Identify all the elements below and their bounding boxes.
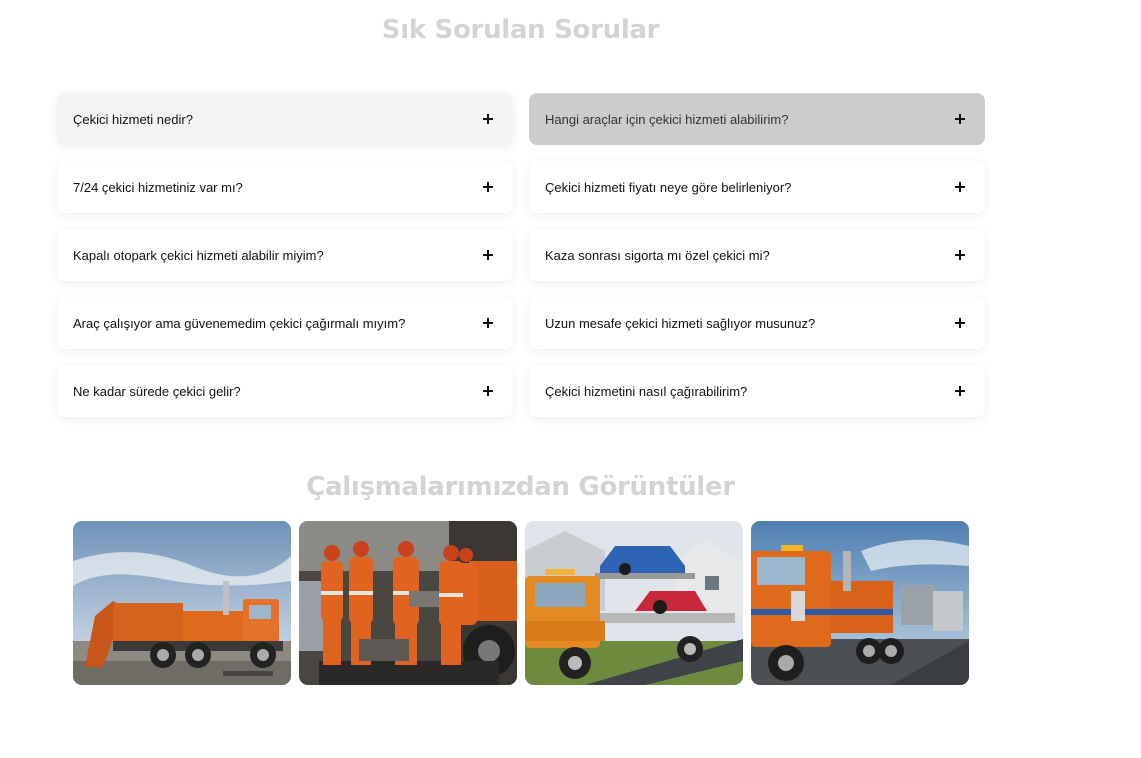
faq-list (57, 93, 985, 417)
plus-icon (955, 385, 967, 397)
faq-item[interactable] (529, 365, 985, 417)
faq-question: Çekici hizmeti fiyatı neye göre belirleniyor? (545, 179, 792, 195)
flatbed-carrier-photo[interactable] (525, 521, 743, 685)
gallery-section-title: Çalışmalarımızdan Görüntüler (306, 472, 735, 502)
plus-icon (955, 113, 967, 125)
faq-question: Hangi araçlar için çekici hizmeti alabilirim? (545, 111, 789, 127)
plus-icon (483, 249, 495, 261)
faq-question: Uzun mesafe çekici hizmeti sağlıyor musunuz? (545, 315, 816, 331)
faq-question: Araç çalışıyor ama güvenemedim çekici çağırmalı mıyım? (73, 315, 406, 331)
faq-question: Kapalı otopark çekici hizmeti alabilir miyim? (73, 247, 324, 263)
gallery-grid (73, 521, 969, 685)
faq-item[interactable] (57, 297, 513, 349)
plus-icon (483, 317, 495, 329)
faq-item[interactable] (57, 229, 513, 281)
plus-icon (483, 385, 495, 397)
faq-question: Çekici hizmetini nasıl çağırabilirim? (545, 383, 748, 399)
faq-item[interactable] (529, 161, 985, 213)
plus-icon (955, 317, 967, 329)
faq-item[interactable] (529, 297, 985, 349)
rescue-crew-photo[interactable] (299, 521, 517, 685)
faq-question: 7/24 çekici hizmetiniz var mı? (73, 179, 243, 195)
plus-icon (483, 113, 495, 125)
faq-item[interactable] (57, 365, 513, 417)
plus-icon (483, 181, 495, 193)
faq-section-title: Sık Sorulan Sorular (381, 15, 660, 45)
faq-item[interactable] (529, 229, 985, 281)
faq-item[interactable] (57, 93, 513, 145)
faq-question: Ne kadar sürede çekici gelir? (73, 383, 241, 399)
faq-question: Kaza sonrası sigorta mı özel çekici mi? (545, 247, 770, 263)
faq-item[interactable] (57, 161, 513, 213)
plus-icon (955, 181, 967, 193)
faq-item[interactable] (529, 93, 985, 145)
faq-question: Çekici hizmeti nedir? (73, 111, 193, 127)
orange-heavy-wrecker-photo[interactable] (73, 521, 291, 685)
wrecker-towing-truck-photo[interactable] (751, 521, 969, 685)
plus-icon (955, 249, 967, 261)
